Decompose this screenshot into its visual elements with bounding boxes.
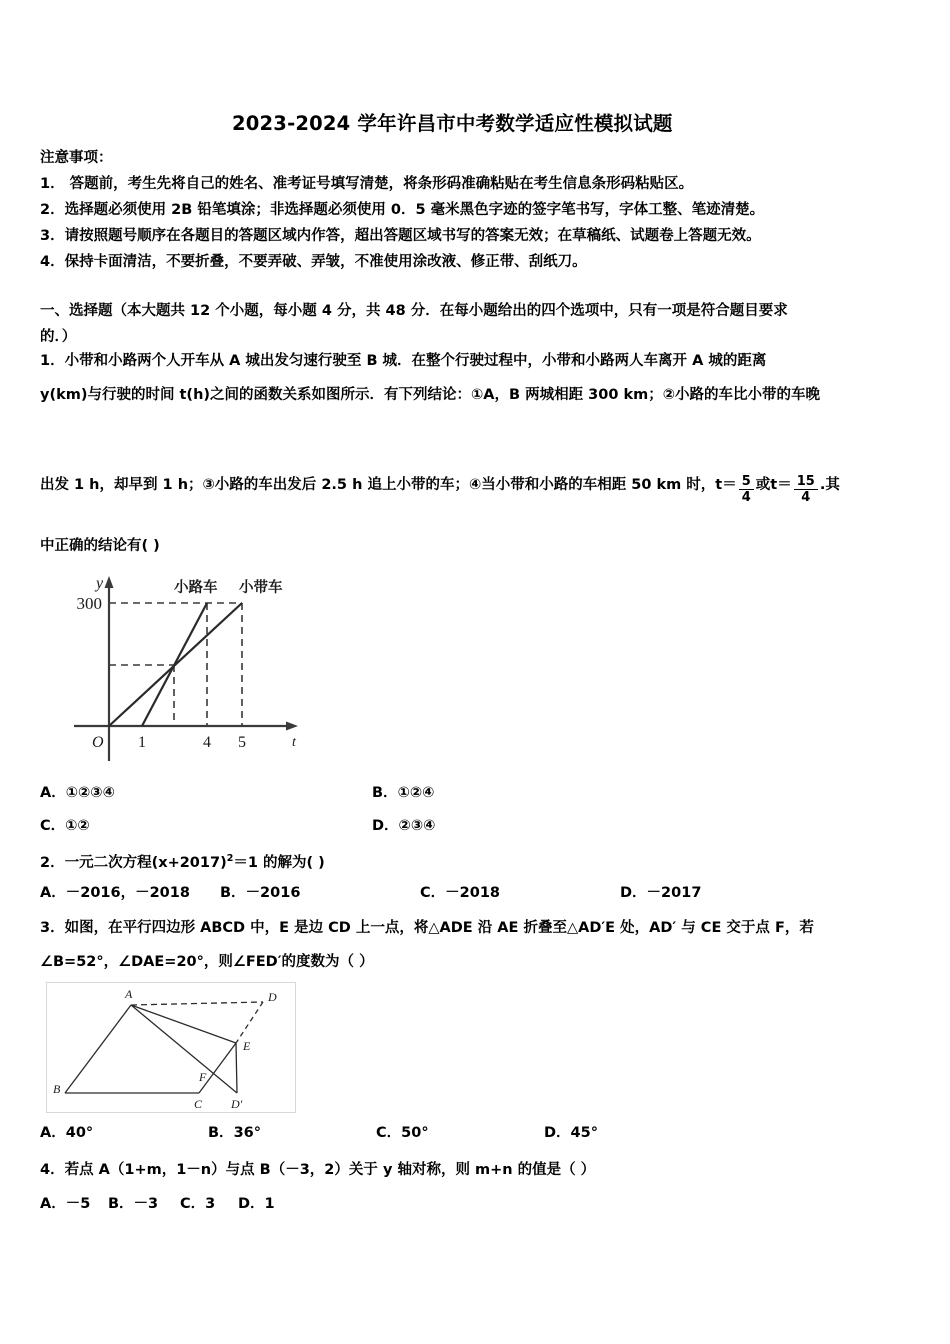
question-1-option-c[interactable] [40,813,90,839]
option-text: ①②④ [397,785,435,801]
question-1-line-1: 1．小带和小路两个人开车从 A 城出发匀速行驶至 B 城．在整个行驶过程中，小带和小路两人车离开 A 城的距离 [40,353,767,369]
option-key: D． [238,1196,265,1212]
option-key: C． [40,818,66,834]
question-2-option-b[interactable] [220,880,420,906]
question-3-figure-geometry [46,982,296,1113]
question-3-option-b[interactable] [208,1120,376,1146]
question-1-option-d[interactable] [372,813,435,839]
option-text: －2017 [646,885,702,901]
option-text: －2018 [445,885,501,901]
question-2-text [40,846,740,876]
edge-d-e-dashed [236,1002,263,1043]
option-text: －2016 [245,885,301,901]
origin-label: O [92,734,104,751]
question-2-option-a[interactable] [40,880,220,906]
edge-a-d-dashed [131,1002,263,1005]
edge-e-dprime [236,1043,237,1093]
question-3-options [40,1120,920,1146]
question-1-line-3-tail: .其 [819,477,840,493]
fraction-numerator: 15 [794,475,818,490]
question-2-text-a: 2．一元二次方程(x+2017) [40,854,227,871]
section-heading-line-2: 的．） [40,329,77,345]
question-2-exponent: 2 [226,853,234,864]
fraction-fifteen-fourths [794,475,818,505]
note-item-1: 1． 答题前，考生先将自己的姓名、准考证号填写清楚，将条形码准确粘贴在考生信息条形码粘贴区。 [40,176,694,192]
option-text: ②③④ [398,818,436,834]
y-axis-arrow [105,576,114,588]
fraction-five-fourths [739,475,754,505]
option-key: B． [108,1196,134,1212]
vertex-label-b: B [53,1082,61,1096]
note-item-4: 4．保持卡面清洁，不要折叠，不要弄破、弄皱，不准使用涂改液、修正带、刮纸刀。 [40,254,587,270]
question-2-option-d[interactable] [620,880,701,906]
y-axis-label: y [96,575,104,592]
question-1-t-equals-2: t＝ [770,477,792,493]
edge-a-e [131,1005,236,1043]
question-1-line-2: y(km)与行驶的时间 t(h)之间的函数关系如图所示．有下列结论：①A，B 两城相距 300 km；②小路的车比小带的车晚 [40,387,821,403]
x-axis-arrow [286,722,298,731]
x-tick-label-4: 4 [203,734,211,751]
question-3-option-c[interactable] [376,1120,544,1146]
question-1-line-4: 中正确的结论有( ) [40,538,160,554]
option-text: ①② [65,818,90,834]
option-text: 36° [233,1125,261,1141]
question-1-line-3 [40,472,940,509]
question-4-option-d[interactable] [238,1191,275,1217]
question-4-option-a[interactable] [40,1191,108,1217]
line-chart-svg [34,566,334,771]
option-text: －3 [133,1196,159,1212]
option-key: A． [40,1196,66,1212]
section-heading-line-1: 一、选择题（本大题共 12 个小题，每小题 4 分，共 48 分．在每小题给出的四个选项中，只有一项是符合题目要求 [40,303,788,319]
series-label-xiaolu: 小路车 [174,580,218,596]
question-3-option-a[interactable] [40,1120,208,1146]
question-1-option-b[interactable] [372,780,434,806]
vertex-label-f: F [199,1070,207,1084]
notes-block [40,145,920,275]
section-heading [40,298,920,350]
option-key: A． [40,785,66,801]
question-1-line-3-text: 出发 1 h，却早到 1 h；③小路的车出发后 2.5 h 追上小带的车；④当小带和小路的车相距 50 km 时， [40,477,716,493]
x-tick-label-5: 5 [238,734,246,751]
option-text: 3 [205,1196,216,1212]
edge-a-b [65,1005,131,1093]
vertex-label-d: D [268,990,277,1004]
fraction-denominator: 4 [741,490,751,505]
question-1-t-equals-1: t＝ [715,477,737,493]
question-2-text-b: ＝1 的解为( ) [233,854,325,871]
option-text: 40° [65,1125,94,1141]
question-4-option-c[interactable] [180,1191,238,1217]
question-3-line-2: ∠B=52°，∠DAE=20°，则∠FED′的度数为（ ） [40,954,374,970]
option-key: D． [372,818,399,834]
y-tick-label-300: 300 [76,594,102,613]
question-4-options [40,1191,940,1217]
question-1-option-a[interactable] [40,780,115,806]
option-text: 1 [264,1196,275,1212]
option-key: C． [180,1196,206,1212]
option-text: －2016，－2018 [65,885,190,901]
fraction-numerator: 5 [739,475,754,490]
page-title: 2023-2024 学年许昌市中考数学适应性模拟试题 [232,112,673,135]
option-key: B． [372,785,398,801]
question-4-option-b[interactable] [108,1191,180,1217]
geometry-svg [47,983,295,1112]
notes-heading: 注意事项： [40,150,113,166]
vertex-label-dprime: D′ [231,1097,243,1111]
fraction-denominator: 4 [801,490,811,505]
vertex-label-e: E [243,1039,251,1053]
option-key: B． [208,1125,234,1141]
option-key: C． [376,1125,402,1141]
option-key: B． [220,885,246,901]
vertex-label-c: C [194,1097,203,1111]
option-key: A． [40,1125,66,1141]
question-2-option-c[interactable] [420,880,620,906]
question-2-options [40,880,920,906]
x-axis-label: t [292,735,296,750]
option-text: －5 [65,1196,91,1212]
note-item-3: 3．请按照题号顺序在各题目的答题区域内作答，超出答题区域书写的答案无效；在草稿纸、试题卷上答题无效。 [40,228,761,244]
x-tick-label-1: 1 [138,734,146,751]
option-key: D． [620,885,647,901]
question-1-or-word: 或 [755,477,771,493]
question-3-line-1: 3．如图，在平行四边形 ABCD 中，E 是边 CD 上一点，将△ADE 沿 AE 折叠至△AD′E 处，AD′ 与 CE 交于点 F，若 [40,920,814,936]
option-key: A． [40,885,66,901]
option-text: 50° [401,1125,429,1141]
edge-a-dprime [131,1005,237,1093]
option-key: D． [544,1125,571,1141]
option-text: ①②③④ [65,785,115,801]
vertex-label-a: A [125,987,133,1001]
series-label-xiaodai: 小带车 [239,580,283,596]
question-1-figure-line-chart [34,566,334,771]
option-key: C． [420,885,446,901]
option-text: 45° [570,1125,598,1141]
edge-c-e [199,1043,236,1093]
question-4-text: 4．若点 A（1+m，1－n）与点 B（－3，2）关于 y 轴对称，则 m+n 的值是（ ） [40,1162,596,1178]
question-3-option-d[interactable] [544,1120,598,1146]
note-item-2: 2．选择题必须使用 2B 铅笔填涂；非选择题必须使用 0．5 毫米黑色字迹的签字笔书写，字体工整、笔迹清楚。 [40,202,765,218]
